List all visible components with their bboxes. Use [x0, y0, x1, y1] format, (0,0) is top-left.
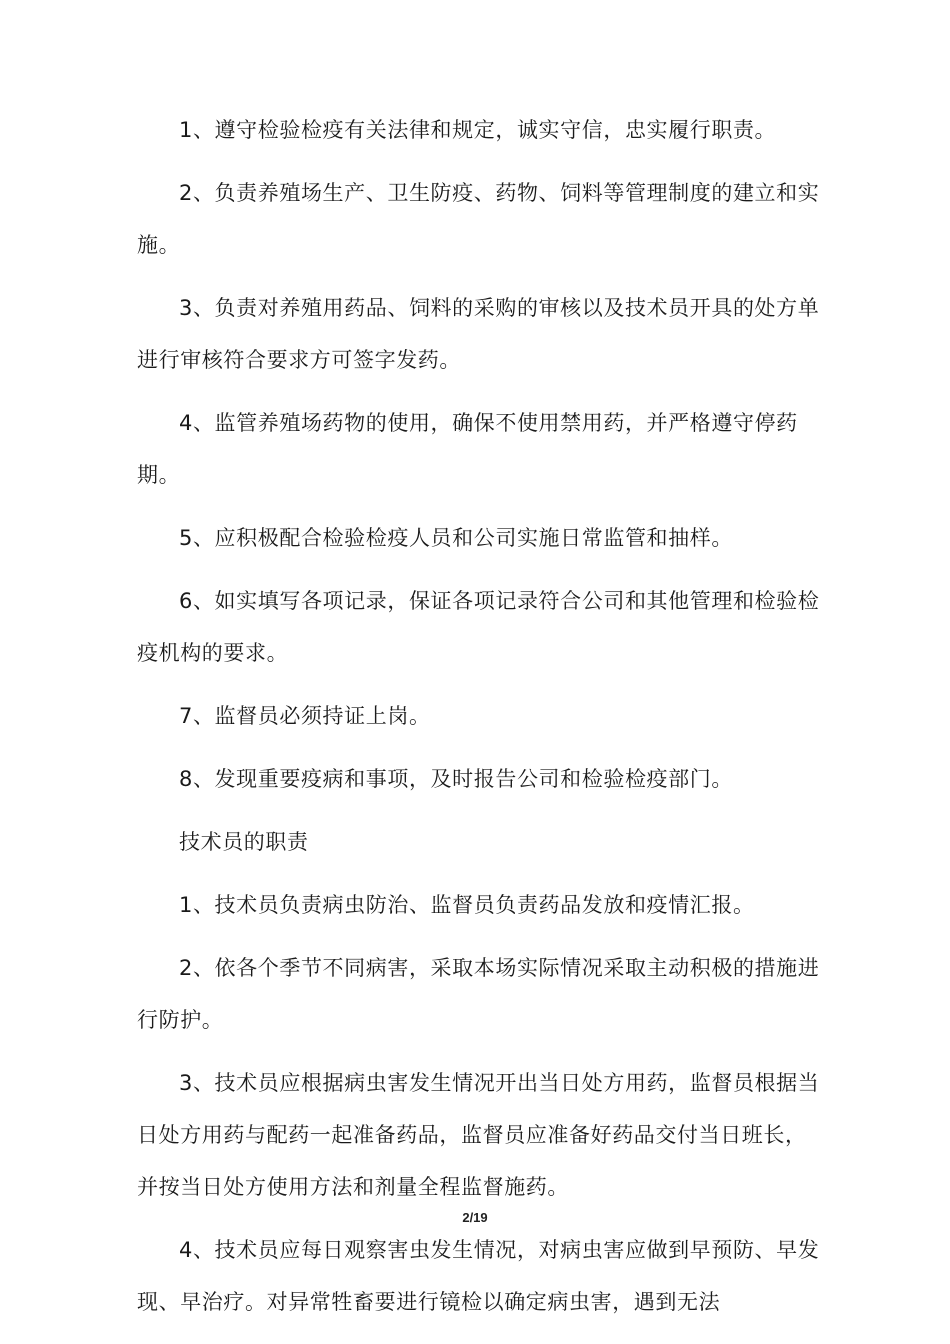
- paragraph-11: 3、技术员应根据病虫害发生情况开出当日处方用药，监督员根据当日处方用药与配药一起准备药品，监督员应准备好药品交付当日班长，并按当日处方使用方法和剂量全程监督施药。: [137, 1071, 820, 1199]
- section-heading-technician-duties: 技术员的职责: [179, 830, 309, 854]
- paragraph-7: 7、监督员必须持证上岗。: [179, 704, 431, 728]
- document-body: [137, 104, 827, 1339]
- paragraph-12: 4、技术员应每日观察害虫发生情况，对病虫害应做到早预防、早发现、早治疗。对异常牲畜要进行镜检以确定病虫害，遇到无法: [137, 1238, 820, 1314]
- paragraph-10: 2、依各个季节不同病害，采取本场实际情况采取主动积极的措施进行防护。: [137, 956, 820, 1032]
- page-number: 2/19: [462, 1210, 488, 1225]
- paragraph-9: 1、技术员负责病虫防治、监督员负责药品发放和疫情汇报。: [179, 893, 755, 917]
- paragraph-2: 2、负责养殖场生产、卫生防疫、药物、饲料等管理制度的建立和实施。: [137, 181, 820, 257]
- paragraph-5: 5、应积极配合检验检疫人员和公司实施日常监管和抽样。: [179, 526, 733, 550]
- paragraph-6: 6、如实填写各项记录，保证各项记录符合公司和其他管理和检验检疫机构的要求。: [137, 589, 820, 665]
- paragraph-1: 1、遵守检验检疫有关法律和规定，诚实守信，忠实履行职责。: [179, 118, 777, 142]
- paragraph-4: 4、监管养殖场药物的使用，确保不使用禁用药，并严格遵守停药期。: [137, 411, 798, 487]
- paragraph-3: 3、负责对养殖用药品、饲料的采购的审核以及技术员开具的处方单进行审核符合要求方可签字发药。: [137, 296, 820, 372]
- paragraph-8: 8、发现重要疫病和事项，及时报告公司和检验检疫部门。: [179, 767, 733, 791]
